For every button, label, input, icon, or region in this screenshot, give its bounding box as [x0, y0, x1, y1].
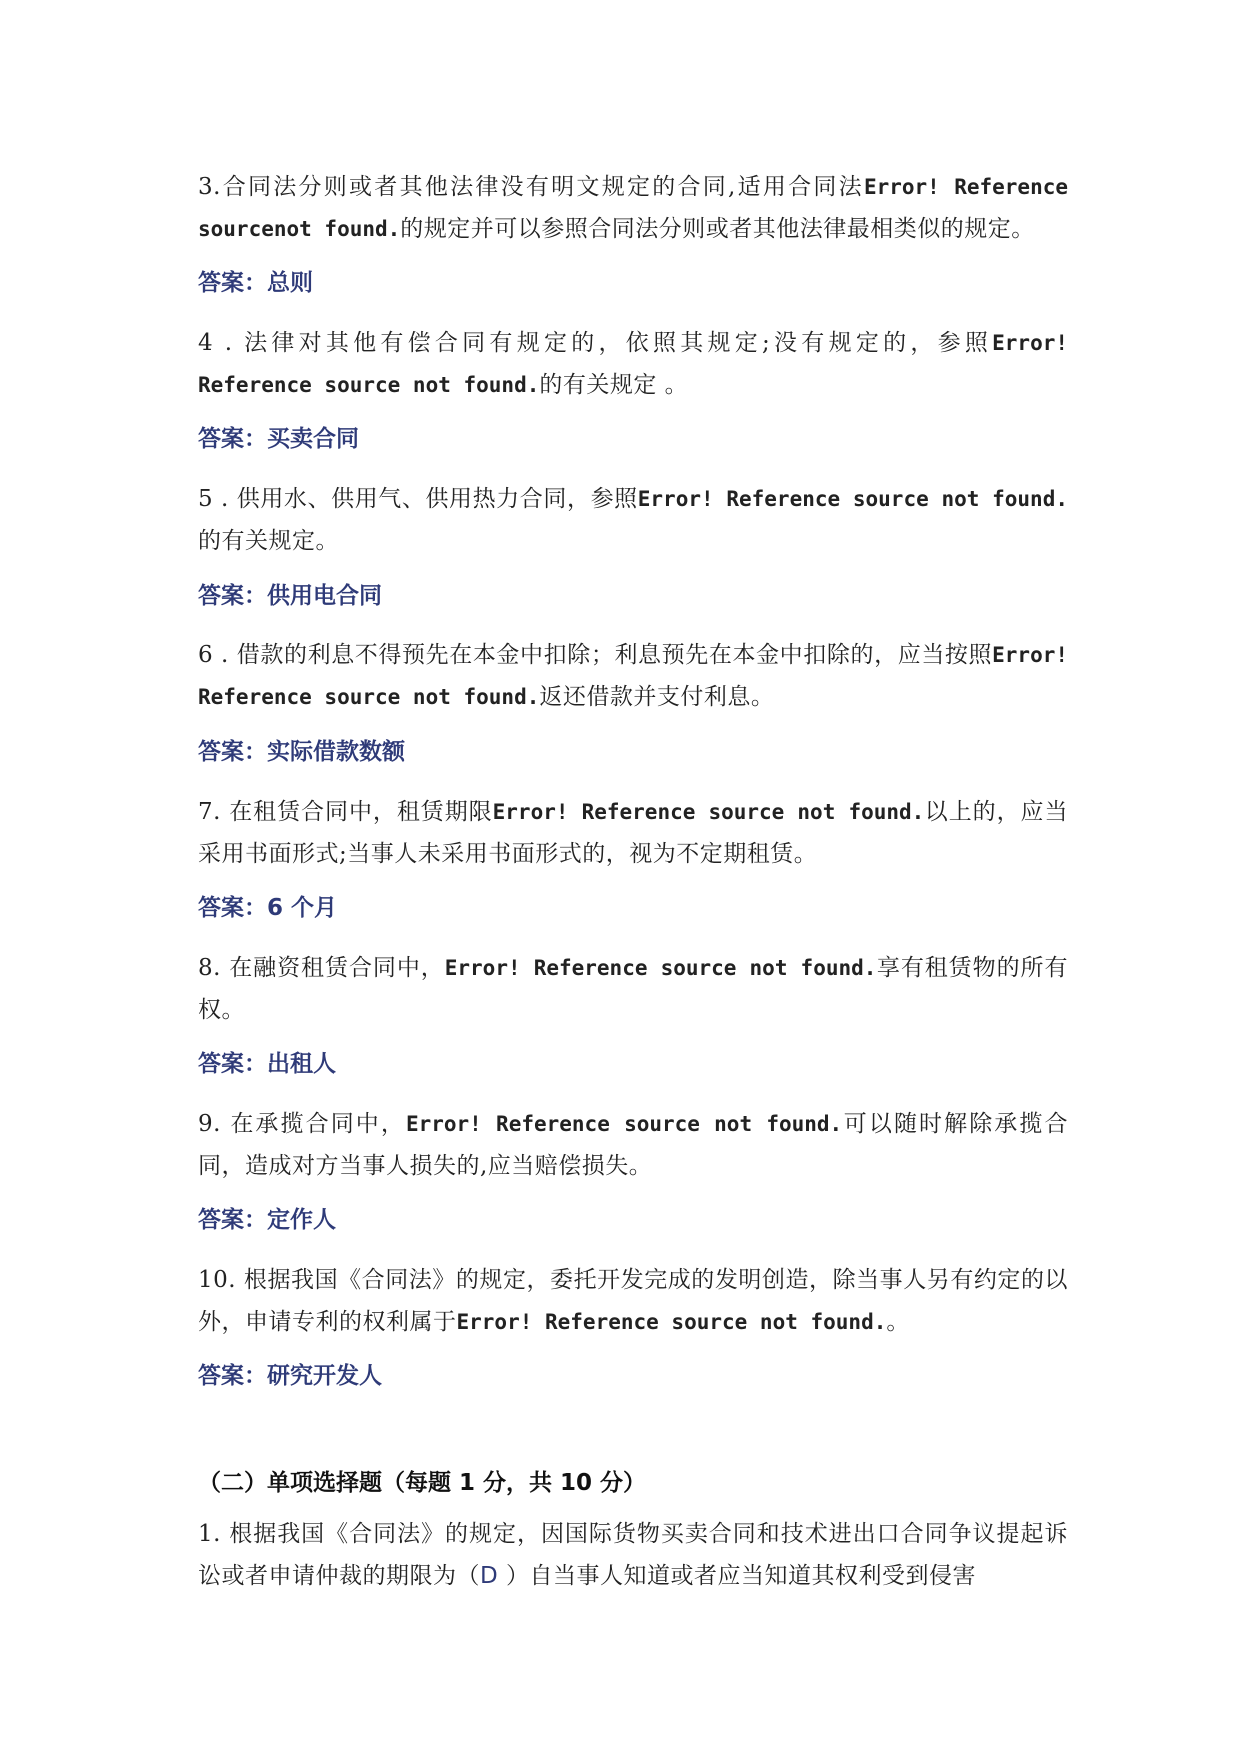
answer-label: 答案：: [198, 426, 267, 452]
answer-5: [198, 581, 382, 611]
question-text-tail: 返还借款并支付利息。: [539, 684, 775, 710]
answer-6: [198, 737, 405, 767]
question-3: [198, 166, 1068, 250]
question-text: 9. 在承揽合同中，: [198, 1111, 406, 1137]
question-text-tail: 。: [886, 1309, 910, 1335]
question-text-tail: 的有关规定。: [198, 528, 339, 554]
question-9: [198, 1103, 1068, 1187]
error-reference: Error! Reference source not found.: [492, 800, 925, 824]
question-text: 4 . 法律对其他有偿合同有规定的，依照其规定;没有规定的，参照: [198, 330, 993, 356]
question-4: [198, 322, 1068, 406]
error-reference: Error! Reference source not found.: [456, 1310, 887, 1334]
answer-9: [198, 1205, 336, 1235]
question-text: 10. 根据我国《合同法》的规定，委托开发完成的发明创造，除当事人另有约定的以外，申请专利的权利属于: [198, 1267, 1068, 1335]
answer-value: 供用电合同: [267, 583, 382, 609]
error-reference: Error! Reference source not found.: [405, 1112, 843, 1136]
error-reference: Error! Reference source not found.: [637, 487, 1068, 511]
error-reference: Error! Reference source not found.: [444, 956, 877, 980]
question-text: 1. 根据我国《合同法》的规定，因国际货物买卖合同和技术进出口合同争议提起诉讼或者申请仲裁的期限为（: [198, 1521, 1068, 1589]
error-reference: Error! Reference source not found.: [198, 643, 1068, 709]
answer-7: [198, 893, 337, 923]
answer-label: 答案：: [198, 895, 267, 921]
question-6: [198, 634, 1068, 718]
answer-4: [198, 424, 359, 454]
choice-question-1: [198, 1513, 1068, 1597]
answer-value: 研究开发人: [267, 1363, 382, 1389]
answer-label: 答案：: [198, 739, 267, 765]
answer-value: 出租人: [267, 1051, 336, 1077]
question-7: [198, 791, 1068, 875]
question-5: [198, 478, 1068, 562]
question-text: 6 . 借款的利息不得预先在本金中扣除；利息预先在本金中扣除的，应当按照: [198, 642, 993, 668]
answer-value: 买卖合同: [267, 426, 359, 452]
error-reference: Error! Reference source not found.: [198, 331, 1068, 397]
answer-value: 总则: [267, 270, 313, 296]
question-text: 7. 在租赁合同中，租赁期限: [198, 799, 493, 825]
question-text: 5 . 供用水、供用气、供用热力合同，参照: [198, 486, 638, 512]
choice-answer: D: [480, 1563, 499, 1589]
question-text: 3.合同法分则或者其他法律没有明文规定的合同,适用合同法: [198, 174, 864, 200]
question-text-tail: 以上的，应当采用书面形式;当事人未采用书面形式的，视为不定期租赁。: [198, 799, 1069, 867]
question-text-tail: 的规定并可以参照合同法分则或者其他法律最相类似的规定。: [400, 216, 1035, 242]
question-text-tail: 享有租赁物的所有权。: [198, 955, 1069, 1023]
answer-label: 答案：: [198, 1051, 267, 1077]
answer-value: 定作人: [267, 1207, 336, 1233]
section-title: （二）单项选择题（每题 1 分，共 10 分）: [198, 1470, 647, 1496]
question-text-tail: 可以随时解除承揽合同，造成对方当事人损失的,应当赔偿损失。: [198, 1111, 1068, 1179]
question-text: 8. 在融资租赁合同中，: [198, 955, 445, 981]
answer-label: 答案：: [198, 1207, 267, 1233]
answer-label: 答案：: [198, 270, 267, 296]
answer-10: [198, 1361, 382, 1391]
answer-label: 答案：: [198, 583, 267, 609]
answer-value: 6 个月: [267, 895, 338, 921]
answer-label: 答案：: [198, 1363, 267, 1389]
question-text-tail: 的有关规定 。: [539, 372, 689, 398]
answer-3: [198, 268, 313, 298]
question-8: [198, 947, 1068, 1031]
answer-value: 实际借款数额: [267, 739, 405, 765]
answer-8: [198, 1049, 336, 1079]
question-10: [198, 1259, 1068, 1343]
question-text-tail: ）自当事人知道或者应当知道其权利受到侵害: [498, 1563, 977, 1589]
error-reference: Error! Reference sourcenot found.: [198, 175, 1068, 241]
